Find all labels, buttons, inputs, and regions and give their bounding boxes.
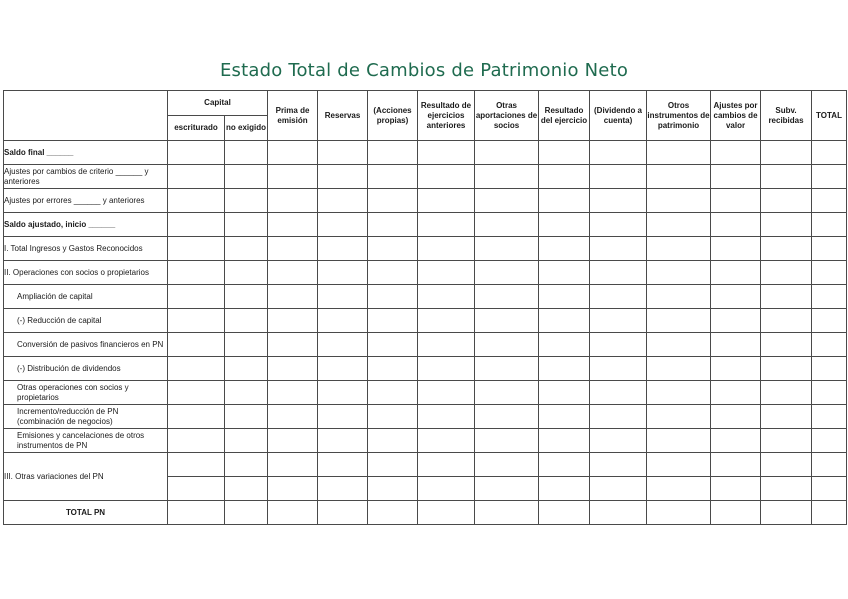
- row-label: II. Operaciones con socios o propietarios: [4, 261, 168, 285]
- table-cell: [812, 405, 847, 429]
- table-cell: [368, 453, 418, 477]
- table-cell: [368, 429, 418, 453]
- table-cell: [539, 165, 590, 189]
- table-cell: [318, 285, 368, 309]
- table-cell: [711, 237, 761, 261]
- table-cell: [268, 141, 318, 165]
- table-cell: [647, 357, 711, 381]
- table-cell: [761, 477, 812, 501]
- header-otras-aportaciones: Otras aportaciones de socios: [475, 91, 539, 141]
- table-cell: [711, 429, 761, 453]
- table-cell: [812, 285, 847, 309]
- table-cell: [368, 261, 418, 285]
- table-cell: [761, 189, 812, 213]
- table-cell: [268, 189, 318, 213]
- table-cell: [590, 237, 647, 261]
- table-cell: [475, 189, 539, 213]
- table-cell: [812, 237, 847, 261]
- table-cell: [761, 501, 812, 525]
- table-cell: [418, 237, 475, 261]
- table-cell: [647, 141, 711, 165]
- header-dividendo: (Dividendo a cuenta): [590, 91, 647, 141]
- table-cell: [475, 141, 539, 165]
- header-capital: Capital: [168, 91, 268, 116]
- table-cell: [711, 285, 761, 309]
- table-cell: [647, 213, 711, 237]
- table-cell: [268, 261, 318, 285]
- table-cell: [418, 285, 475, 309]
- row-label: TOTAL PN: [4, 501, 168, 525]
- table-cell: [539, 189, 590, 213]
- table-cell: [761, 357, 812, 381]
- table-cell: [268, 429, 318, 453]
- table-cell: [761, 213, 812, 237]
- table-cell: [590, 501, 647, 525]
- table-cell: [368, 405, 418, 429]
- header-otros-instrumentos: Otros instrumentos de patrimonio: [647, 91, 711, 141]
- table-cell: [268, 285, 318, 309]
- table-cell: [647, 285, 711, 309]
- header-resultado-anteriores: Resultado de ejercicios anteriores: [418, 91, 475, 141]
- table-cell: [168, 357, 225, 381]
- table-row: [4, 429, 847, 453]
- table-cell: [539, 429, 590, 453]
- table-cell: [761, 261, 812, 285]
- table-cell: [268, 165, 318, 189]
- header-blank: [4, 91, 168, 141]
- table-cell: [318, 381, 368, 405]
- table-cell: [225, 333, 268, 357]
- table-cell: [812, 309, 847, 333]
- table-cell: [812, 261, 847, 285]
- table-cell: [761, 165, 812, 189]
- table-cell: [812, 501, 847, 525]
- table-cell: [812, 189, 847, 213]
- table-cell: [812, 357, 847, 381]
- table-row: [4, 189, 847, 213]
- table-cell: [268, 309, 318, 333]
- table-cell: [475, 453, 539, 477]
- table-cell: [368, 165, 418, 189]
- table-cell: [647, 333, 711, 357]
- table-cell: [318, 333, 368, 357]
- table-cell: [418, 261, 475, 285]
- table-cell: [711, 189, 761, 213]
- table-cell: [418, 453, 475, 477]
- row-label: Ajustes por cambios de criterio ______ y anteriores: [4, 165, 168, 189]
- table-cell: [268, 237, 318, 261]
- table-cell: [590, 429, 647, 453]
- table-cell: [711, 141, 761, 165]
- table-cell: [168, 453, 225, 477]
- table-cell: [647, 237, 711, 261]
- table-cell: [812, 429, 847, 453]
- table-row: [4, 381, 847, 405]
- table-cell: [539, 141, 590, 165]
- table-cell: [418, 381, 475, 405]
- table-cell: [590, 357, 647, 381]
- table-cell: [647, 453, 711, 477]
- table-cell: [475, 477, 539, 501]
- header-acciones: (Acciones propias): [368, 91, 418, 141]
- table-cell: [711, 261, 761, 285]
- table-cell: [590, 285, 647, 309]
- table-cell: [368, 141, 418, 165]
- row-label: III. Otras variaciones del PN: [4, 453, 168, 501]
- table-cell: [168, 189, 225, 213]
- table-cell: [368, 501, 418, 525]
- table-cell: [318, 501, 368, 525]
- table-cell: [647, 429, 711, 453]
- table-cell: [761, 237, 812, 261]
- table-cell: [475, 405, 539, 429]
- table-cell: [418, 189, 475, 213]
- table-cell: [539, 333, 590, 357]
- table-cell: [268, 405, 318, 429]
- table-cell: [475, 261, 539, 285]
- table-cell: [418, 213, 475, 237]
- table-cell: [539, 405, 590, 429]
- table-cell: [318, 477, 368, 501]
- table-cell: [268, 453, 318, 477]
- table-cell: [225, 261, 268, 285]
- table-row: [4, 405, 847, 429]
- table-cell: [225, 237, 268, 261]
- table-cell: [168, 309, 225, 333]
- table-cell: [475, 213, 539, 237]
- table-cell: [590, 261, 647, 285]
- table-cell: [268, 213, 318, 237]
- table-cell: [225, 405, 268, 429]
- table-cell: [475, 381, 539, 405]
- table-cell: [225, 429, 268, 453]
- table-cell: [168, 165, 225, 189]
- table-cell: [318, 237, 368, 261]
- table-cell: [318, 261, 368, 285]
- table-cell: [539, 309, 590, 333]
- table-cell: [539, 261, 590, 285]
- table-cell: [318, 189, 368, 213]
- table-cell: [590, 213, 647, 237]
- table-cell: [539, 453, 590, 477]
- table-cell: [647, 261, 711, 285]
- table-cell: [590, 189, 647, 213]
- table-cell: [590, 141, 647, 165]
- table-cell: [475, 357, 539, 381]
- table-cell: [318, 213, 368, 237]
- table-cell: [761, 333, 812, 357]
- equity-changes-table: [3, 90, 847, 525]
- table-cell: [590, 165, 647, 189]
- table-cell: [539, 285, 590, 309]
- table-cell: [761, 141, 812, 165]
- table-cell: [647, 309, 711, 333]
- header-subv: Subv. recibidas: [761, 91, 812, 141]
- table-cell: [711, 501, 761, 525]
- table-row: [4, 357, 847, 381]
- table-cell: [418, 333, 475, 357]
- table-cell: [168, 237, 225, 261]
- table-cell: [812, 213, 847, 237]
- table-cell: [368, 333, 418, 357]
- table-cell: [368, 189, 418, 213]
- table-row: [4, 237, 847, 261]
- table-cell: [475, 285, 539, 309]
- table-cell: [711, 213, 761, 237]
- row-label: Saldo final ______: [4, 141, 168, 165]
- table-cell: [761, 429, 812, 453]
- table-cell: [590, 333, 647, 357]
- table-cell: [318, 141, 368, 165]
- table-cell: [168, 285, 225, 309]
- table-cell: [418, 309, 475, 333]
- table-cell: [475, 237, 539, 261]
- table-cell: [539, 237, 590, 261]
- table-cell: [475, 309, 539, 333]
- row-label: (-) Reducción de capital: [4, 309, 168, 333]
- header-reservas: Reservas: [318, 91, 368, 141]
- table-cell: [318, 453, 368, 477]
- table-cell: [418, 477, 475, 501]
- table-cell: [318, 429, 368, 453]
- table-cell: [647, 165, 711, 189]
- table-cell: [812, 477, 847, 501]
- table-cell: [168, 381, 225, 405]
- row-label: Incremento/reducción de PN (combinación de negocios): [4, 405, 168, 429]
- table-cell: [318, 309, 368, 333]
- table-cell: [268, 477, 318, 501]
- table-cell: [812, 453, 847, 477]
- table-cell: [711, 165, 761, 189]
- table-cell: [711, 477, 761, 501]
- table-cell: [647, 189, 711, 213]
- table-cell: [590, 381, 647, 405]
- table-cell: [590, 477, 647, 501]
- table-cell: [225, 165, 268, 189]
- row-label: (-) Distribución de dividendos: [4, 357, 168, 381]
- table-cell: [225, 453, 268, 477]
- table-cell: [761, 309, 812, 333]
- table-row: [4, 453, 847, 477]
- table-cell: [761, 405, 812, 429]
- table-cell: [475, 333, 539, 357]
- table-cell: [539, 501, 590, 525]
- table-cell: [761, 381, 812, 405]
- table-cell: [590, 405, 647, 429]
- table-cell: [647, 405, 711, 429]
- table-cell: [368, 381, 418, 405]
- table-cell: [812, 141, 847, 165]
- table-row: [4, 285, 847, 309]
- table-cell: [711, 381, 761, 405]
- table-cell: [711, 309, 761, 333]
- table-row: [4, 213, 847, 237]
- table-cell: [225, 189, 268, 213]
- table-cell: [418, 141, 475, 165]
- table-cell: [711, 333, 761, 357]
- table-cell: [318, 405, 368, 429]
- table-cell: [168, 501, 225, 525]
- table-cell: [475, 165, 539, 189]
- row-label: Emisiones y cancelaciones de otros instrumentos de PN: [4, 429, 168, 453]
- table-cell: [168, 429, 225, 453]
- table-cell: [368, 309, 418, 333]
- row-label: Otras operaciones con socios y propietarios: [4, 381, 168, 405]
- header-escriturado: escriturado: [168, 116, 225, 141]
- table-cell: [539, 381, 590, 405]
- table-cell: [475, 429, 539, 453]
- table-cell: [225, 357, 268, 381]
- table-cell: [368, 213, 418, 237]
- table-row: [4, 261, 847, 285]
- table-row: [4, 309, 847, 333]
- table-cell: [368, 237, 418, 261]
- row-label: I. Total Ingresos y Gastos Reconocidos: [4, 237, 168, 261]
- table-cell: [168, 141, 225, 165]
- table-cell: [368, 357, 418, 381]
- table-cell: [168, 333, 225, 357]
- table-cell: [418, 165, 475, 189]
- table-row: [4, 141, 847, 165]
- row-label: Saldo ajustado, inicio ______: [4, 213, 168, 237]
- table-cell: [475, 501, 539, 525]
- table-cell: [812, 381, 847, 405]
- table-cell: [225, 381, 268, 405]
- table-cell: [368, 477, 418, 501]
- table-cell: [711, 357, 761, 381]
- table-cell: [761, 453, 812, 477]
- table-cell: [168, 405, 225, 429]
- header-no-exigido: no exigido: [225, 116, 268, 141]
- table-cell: [318, 357, 368, 381]
- table-cell: [711, 453, 761, 477]
- header-resultado-ejercicio: Resultado del ejercicio: [539, 91, 590, 141]
- page-title: Estado Total de Cambios de Patrimonio Neto: [219, 60, 629, 81]
- table-row: [4, 333, 847, 357]
- table-cell: [225, 213, 268, 237]
- table-cell: [418, 501, 475, 525]
- table-cell: [268, 357, 318, 381]
- table-cell: [268, 501, 318, 525]
- table-cell: [225, 285, 268, 309]
- table-cell: [647, 477, 711, 501]
- table-cell: [225, 141, 268, 165]
- table-row: [4, 165, 847, 189]
- table-cell: [647, 381, 711, 405]
- table-cell: [268, 381, 318, 405]
- table-cell: [168, 213, 225, 237]
- table-cell: [590, 453, 647, 477]
- row-label: Ajustes por errores ______ y anteriores: [4, 189, 168, 213]
- table-cell: [539, 477, 590, 501]
- table-row-total: [4, 501, 847, 525]
- table-cell: [812, 333, 847, 357]
- header-ajustes-valor: Ajustes por cambios de valor: [711, 91, 761, 141]
- table-cell: [647, 501, 711, 525]
- row-label: Conversión de pasivos financieros en PN: [4, 333, 168, 357]
- table-cell: [539, 357, 590, 381]
- table-cell: [318, 165, 368, 189]
- table-cell: [225, 477, 268, 501]
- header-prima: Prima de emisión: [268, 91, 318, 141]
- table-cell: [539, 213, 590, 237]
- table-cell: [711, 405, 761, 429]
- table-cell: [268, 333, 318, 357]
- table-cell: [225, 501, 268, 525]
- table-cell: [812, 165, 847, 189]
- header-total: TOTAL: [812, 91, 847, 141]
- table-cell: [418, 405, 475, 429]
- table-cell: [590, 309, 647, 333]
- table-cell: [225, 309, 268, 333]
- table-cell: [418, 357, 475, 381]
- table-cell: [761, 285, 812, 309]
- table-cell: [168, 261, 225, 285]
- row-label: Ampliación de capital: [4, 285, 168, 309]
- table-cell: [418, 429, 475, 453]
- table-cell: [168, 477, 225, 501]
- table-cell: [368, 285, 418, 309]
